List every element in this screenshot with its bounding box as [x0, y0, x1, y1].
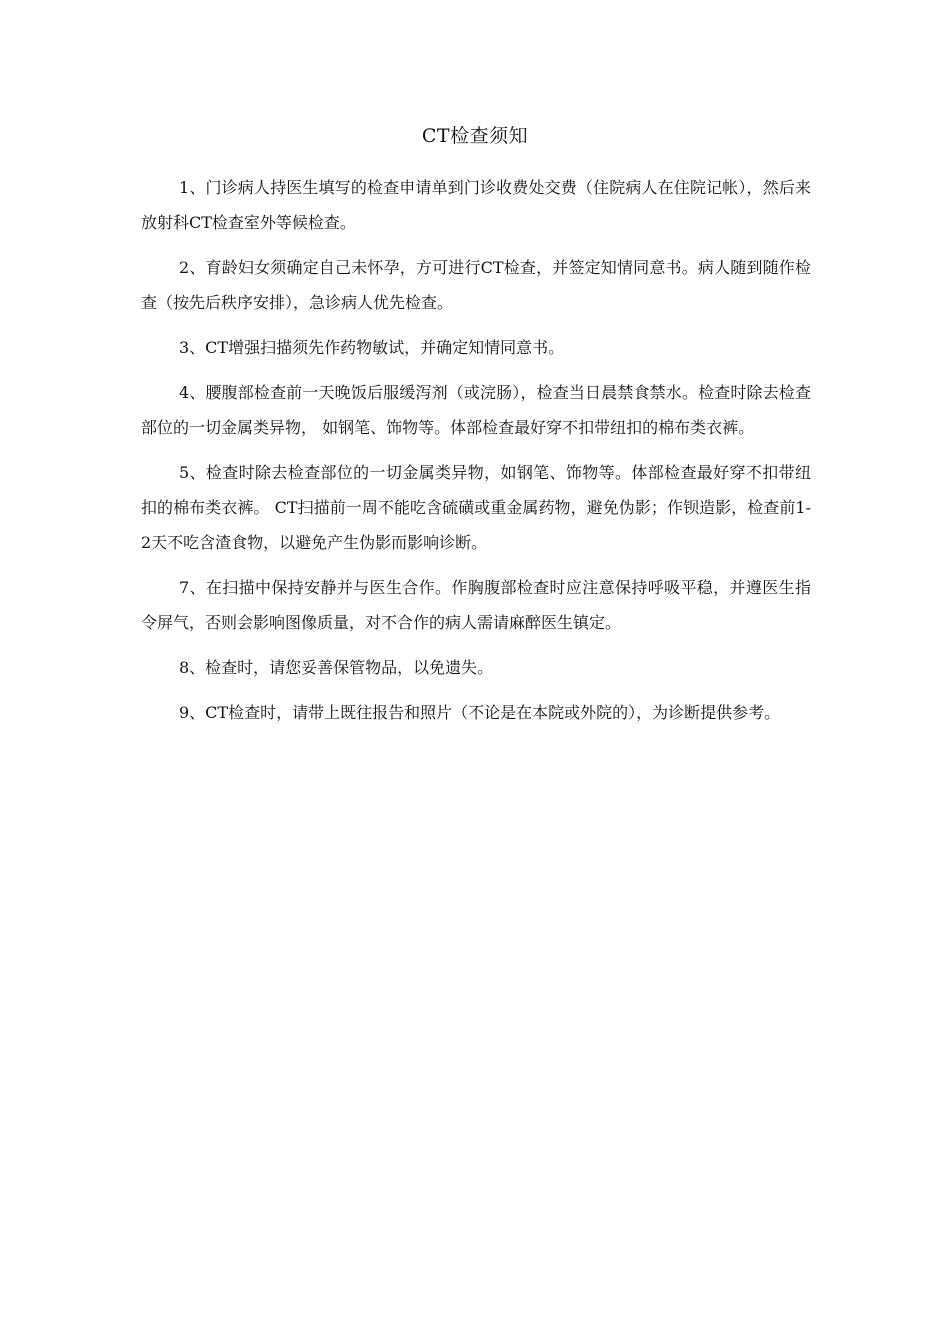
- notice-item-7: 7、在扫描中保持安静并与医生合作。作胸腹部检查时应注意保持呼吸平稳，并遵医生指令屏气，否则会影响图像质量，对不合作的病人需请麻醉医生镇定。: [141, 578, 811, 632]
- notice-item-9: 9、CT检查时，请带上既往报告和照片（不论是在本院或外院的），为诊断提供参考。: [179, 703, 781, 722]
- notice-item-1: 1、门诊病人持医生填写的检查申请单到门诊收费处交费（住院病人在住院记帐），然后来放射科CT检查室外等候检查。: [141, 178, 811, 232]
- notice-item-3: 3、CT增强扫描须先作药物敏试，并确定知情同意书。: [179, 338, 565, 357]
- document-title: CT检查须知: [421, 125, 529, 147]
- notice-item-5: 5、检查时除去检查部位的一切金属类异物，如钢笔、饰物等。体部检查最好穿不扣带纽扣的棉布类衣裤。 CT扫描前一周不能吃含硫磺或重金属药物，避免伪影；作钡造影，检查前1-2天不吃含渣食物，以避免产生伪影而影响诊断。: [141, 463, 811, 552]
- document-body: [141, 170, 811, 740]
- notice-item-4: 4、腰腹部检查前一天晚饭后服缓泻剂（或浣肠），检查当日晨禁食禁水。检查时除去检查部位的一切金属类异物， 如钢笔、饰物等。体部检查最好穿不扣带纽扣的棉布类衣裤。: [141, 383, 811, 437]
- notice-item-8: 8、检查时，请您妥善保管物品，以免遗失。: [179, 658, 494, 677]
- notice-item-2: 2、育龄妇女须确定自己未怀孕，方可进行CT检查，并签定知情同意书。病人随到随作检查（按先后秩序安排），急诊病人优先检查。: [141, 258, 811, 312]
